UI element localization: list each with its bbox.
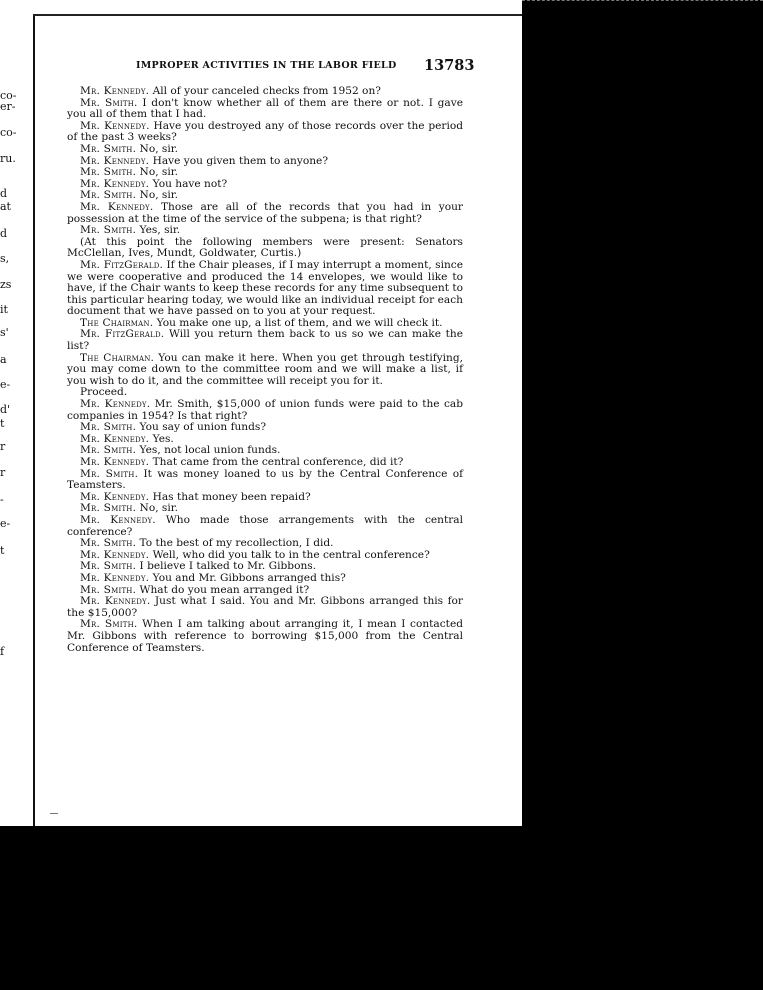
transcript-paragraph bbox=[67, 329, 463, 352]
margin-fragment: - bbox=[0, 493, 4, 506]
scan-edge-dots bbox=[522, 0, 763, 6]
transcript-paragraph bbox=[67, 237, 463, 260]
paragraph-text: Have you destroyed any of those records over the period of the past 3 weeks? bbox=[67, 119, 463, 144]
speaker-name: Mr. Smith. bbox=[80, 537, 137, 550]
speaker-name: Mr. Kennedy. bbox=[80, 548, 150, 561]
scan-background-bottom bbox=[0, 826, 763, 990]
paragraph-text: Well, who did you talk to in the central conference? bbox=[149, 548, 430, 561]
paragraph-text: What do you mean arranged it? bbox=[136, 583, 310, 596]
speaker-name: Mr. Kennedy. bbox=[80, 513, 156, 526]
transcript-paragraph bbox=[67, 353, 463, 388]
paragraph-text: You and Mr. Gibbons arranged this? bbox=[149, 571, 346, 584]
speaker-name: Mr. Smith. bbox=[80, 502, 137, 515]
previous-page-margin-fragments bbox=[0, 0, 33, 826]
paragraph-text: No, sir. bbox=[136, 502, 179, 515]
speaker-name: Mr. Smith. bbox=[80, 583, 137, 596]
page-gutter-edge bbox=[33, 16, 35, 826]
margin-fragment: t bbox=[0, 544, 5, 557]
paragraph-text: Yes, not local union funds. bbox=[136, 444, 281, 457]
hearing-transcript bbox=[67, 86, 463, 654]
margin-fragment: d bbox=[0, 227, 8, 240]
margin-fragment: r bbox=[0, 466, 6, 479]
paragraph-text: Yes, sir. bbox=[136, 224, 181, 237]
margin-fragment: e- bbox=[0, 517, 11, 530]
margin-fragment: s, bbox=[0, 252, 10, 265]
paragraph-text: To the best of my recollection, I did. bbox=[136, 537, 334, 550]
speaker-name: Mr. Kennedy. bbox=[80, 154, 150, 167]
margin-fragment: t bbox=[0, 417, 5, 430]
speaker-name: Mr. Smith. bbox=[80, 421, 137, 434]
margin-fragment: at bbox=[0, 200, 11, 213]
paragraph-text: Have you given them to anyone? bbox=[149, 154, 328, 167]
speaker-name: Mr. Kennedy. bbox=[80, 432, 150, 445]
speaker-name: Mr. Smith. bbox=[80, 467, 139, 480]
paragraph-text: Just what I said. You and Mr. Gibbons arranged this for the $15,000? bbox=[67, 595, 463, 619]
paragraph-text: That came from the central conference, did it? bbox=[149, 456, 404, 468]
speaker-name: Mr. Smith. bbox=[80, 618, 138, 631]
paragraph-text: It was money loaned to us by the Central Conference of Teamsters. bbox=[67, 467, 463, 492]
paragraph-text: Who made those arrangements with the central conference? bbox=[67, 513, 463, 538]
margin-fragment: co- bbox=[0, 89, 17, 102]
speaker-name: Mr. Smith. bbox=[80, 560, 137, 573]
paragraph-text: No, sir. bbox=[136, 189, 179, 202]
paragraph-text: No, sir. bbox=[136, 166, 179, 179]
margin-fragment: e- bbox=[0, 378, 11, 391]
speaker-name: Mr. Kennedy. bbox=[80, 456, 150, 468]
transcript-paragraph bbox=[67, 202, 463, 225]
margin-fragment: s' bbox=[0, 326, 9, 339]
speaker-name: Mr. Smith. bbox=[80, 224, 137, 237]
margin-fragment: r bbox=[0, 440, 6, 453]
speaker-name: Mr. Smith. bbox=[80, 166, 137, 179]
paragraph-text: You can make it here. When you get through testifying, you may come down to the committee room and we will make a list, if you wish to do it, and the committee will receipt you for it. bbox=[67, 351, 463, 387]
speaker-name: Mr. FitzGerald. bbox=[80, 328, 165, 341]
transcript-paragraph bbox=[67, 515, 463, 538]
speaker-name: Mr. Kennedy. bbox=[80, 85, 150, 97]
speaker-name: The Chairman. bbox=[80, 316, 154, 329]
running-header: IMPROPER ACTIVITIES IN THE LABOR FIELD bbox=[136, 60, 397, 71]
margin-fragment: zs bbox=[0, 278, 12, 291]
margin-fragment: d bbox=[0, 187, 8, 200]
speaker-name: Mr. FitzGerald. bbox=[80, 258, 164, 271]
transcript-paragraph bbox=[67, 260, 463, 318]
paragraph-text: I believe I talked to Mr. Gibbons. bbox=[136, 560, 317, 573]
transcript-paragraph bbox=[67, 121, 463, 144]
margin-fragment: it bbox=[0, 303, 8, 316]
margin-fragment: f bbox=[0, 645, 5, 658]
paragraph-text: You say of union funds? bbox=[136, 421, 267, 434]
paragraph-text: You make one up, a list of them, and we will check it. bbox=[153, 316, 443, 329]
paragraph-text: If the Chair pleases, if I may interrupt a moment, since we were cooperative and produced the 14 envelopes, we would like to have, if the Chair wants to keep these records for any time subsequent to this particular hearing today, we would like an individual receipt for each document that we have passed on to you at your request. bbox=[67, 258, 463, 318]
paragraph-text: (At this point the following members were present: Senators McClellan, Ives, Mundt, Goldwater, Curtis.) bbox=[67, 235, 463, 260]
speaker-name: Mr. Smith. bbox=[80, 96, 138, 109]
margin-fragment: d' bbox=[0, 403, 11, 416]
paragraph-text: No, sir. bbox=[136, 142, 179, 155]
speaker-name: Mr. Kennedy. bbox=[80, 490, 150, 503]
transcript-paragraph bbox=[67, 98, 463, 121]
speaker-name: Mr. Smith. bbox=[80, 189, 137, 202]
speaker-name: The Chairman. bbox=[80, 351, 155, 364]
paragraph-text: Will you return them back to us so we can make the list? bbox=[67, 328, 464, 353]
margin-mark bbox=[50, 813, 58, 814]
margin-fragment: co- bbox=[0, 126, 17, 139]
transcript-paragraph bbox=[67, 469, 463, 492]
margin-fragment: er- bbox=[0, 100, 16, 113]
paragraph-text: I don't know whether all of them are there or not. I gave you all of them that I had. bbox=[67, 96, 463, 121]
speaker-name: Mr. Kennedy. bbox=[80, 200, 154, 213]
paragraph-text: Proceed. bbox=[80, 386, 128, 399]
speaker-name: Mr. Kennedy. bbox=[80, 595, 151, 608]
paragraph-text: When I am talking about arranging it, I mean I contacted Mr. Gibbons with reference to borrowing $15,000 from the Central Conference of Teamsters. bbox=[67, 618, 463, 654]
speaker-name: Mr. Kennedy. bbox=[80, 177, 150, 190]
page-top-edge bbox=[33, 14, 522, 16]
transcript-paragraph bbox=[67, 619, 463, 654]
speaker-name: Mr. Kennedy. bbox=[80, 398, 151, 411]
speaker-name: Mr. Kennedy. bbox=[80, 571, 150, 584]
paragraph-text: Has that money been repaid? bbox=[149, 490, 311, 503]
speaker-name: Mr. Smith. bbox=[80, 142, 137, 155]
paragraph-text: You have not? bbox=[149, 177, 228, 190]
margin-fragment: ru. bbox=[0, 152, 16, 165]
speaker-name: Mr. Smith. bbox=[80, 444, 137, 457]
page-number: 13783 bbox=[424, 57, 475, 74]
paragraph-text: Those are all of the records that you had in your possession at the time of the service of the subpena; is that right? bbox=[67, 200, 463, 225]
paragraph-text: Mr. Smith, $15,000 of union funds were paid to the cab companies in 1954? Is that right? bbox=[67, 398, 463, 422]
margin-fragment: a bbox=[0, 353, 7, 366]
speaker-name: Mr. Kennedy. bbox=[80, 119, 150, 132]
paragraph-text: Yes. bbox=[149, 432, 174, 445]
transcript-paragraph bbox=[67, 596, 463, 619]
transcript-paragraph bbox=[67, 399, 463, 422]
paragraph-text: All of your canceled checks from 1952 on? bbox=[149, 85, 381, 97]
